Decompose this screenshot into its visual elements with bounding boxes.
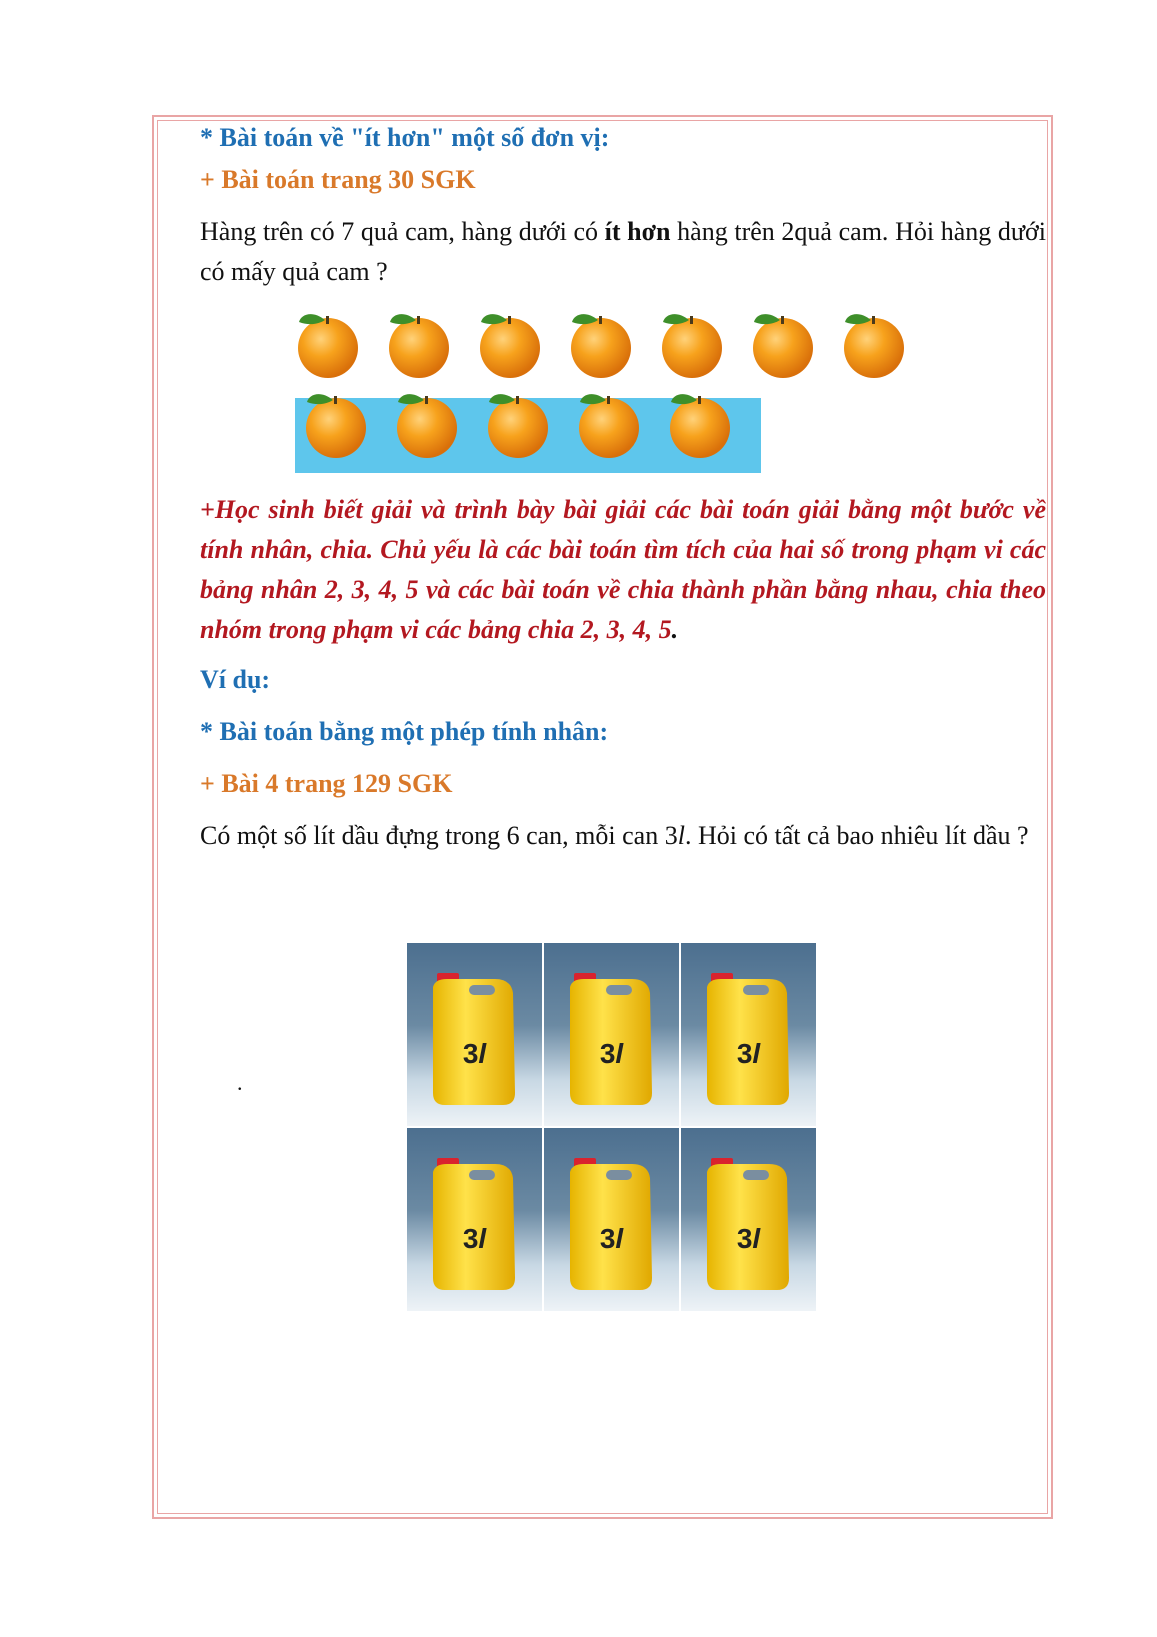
oil-can-label-number: 3 <box>462 1038 479 1069</box>
stray-dot: . <box>237 1070 243 1095</box>
oil-can-label-number: 3 <box>599 1223 616 1254</box>
orange-top-row <box>659 308 725 374</box>
oil-can-label-unit: l <box>615 1038 624 1069</box>
orange-bottom-row <box>667 388 733 454</box>
oil-can-label <box>407 1223 542 1255</box>
document-content <box>200 118 1046 292</box>
orange-top-row <box>568 308 634 374</box>
example-problem-text <box>200 816 1046 856</box>
example-heading: * Bài toán bằng một phép tính nhân: <box>200 717 609 746</box>
oil-can-label-unit: l <box>615 1223 624 1254</box>
problem-text-part: Hàng trên có 7 quả cam, hàng dưới có <box>200 217 605 246</box>
teaching-note-end: . <box>671 615 679 644</box>
oil-can-label <box>407 1038 542 1070</box>
teaching-note <box>200 490 1046 650</box>
oil-can-label <box>544 1223 679 1255</box>
example-label: Ví dụ: <box>200 665 271 694</box>
oil-can-label <box>544 1038 679 1070</box>
section-subheading: + Bài toán trang 30 SGK <box>200 165 476 194</box>
oil-can-tile <box>544 1128 679 1311</box>
note-block <box>200 490 1046 856</box>
example-subheading: + Bài 4 trang 129 SGK <box>200 769 453 798</box>
oil-can-label-unit: l <box>752 1038 761 1069</box>
oil-cans-illustration <box>407 943 819 1313</box>
oil-can-label-number: 3 <box>599 1038 616 1069</box>
oranges-illustration <box>295 320 945 480</box>
orange-bottom-row <box>485 388 551 454</box>
orange-top-row <box>750 308 816 374</box>
oil-can-tile <box>407 1128 542 1311</box>
orange-top-row <box>295 308 361 374</box>
oil-can-label-unit: l <box>478 1038 487 1069</box>
oil-can-tile <box>407 943 542 1126</box>
orange-top-row <box>841 308 907 374</box>
oil-can-label-number: 3 <box>736 1223 753 1254</box>
teaching-note-text: +Học sinh biết giải và trình bày bài giải các bài toán giải bằng một bước về tính nhân, chia. Chủ yếu là các bài toán tìm tích của hai số trong phạm vi các bảng nhân 2, 3, 4, 5 và các bài toán về chia thành phần bằng nhau, chia theo nhóm trong phạm vi các bảng chia 2, 3, 4, 5 <box>200 495 1046 644</box>
oil-can-tile <box>681 943 816 1126</box>
orange-bottom-row <box>394 388 460 454</box>
example-problem-part: . Hỏi có tất cả bao nhiêu lít dầu ? <box>684 821 1029 850</box>
oil-can-label-unit: l <box>752 1223 761 1254</box>
example-problem-part: Có một số lít dầu đựng trong 6 can, mỗi can 3 <box>200 821 678 850</box>
orange-top-row <box>386 308 452 374</box>
oil-can-tile <box>544 943 679 1126</box>
oil-can-label-number: 3 <box>736 1038 753 1069</box>
oil-can-tile <box>681 1128 816 1311</box>
orange-bottom-row <box>576 388 642 454</box>
example-problem-unit: l <box>677 821 685 850</box>
problem-bold: ít hơn <box>604 217 671 246</box>
orange-bottom-row <box>303 388 369 454</box>
problem-text-part: hàng trên 2quả cam. Hỏi hàng dưới có mấy quả cam ? <box>200 217 1046 286</box>
oil-can-label-unit: l <box>478 1223 487 1254</box>
problem-text <box>200 212 1046 292</box>
section-heading: * Bài toán về "ít hơn" một số đơn vị: <box>200 123 610 152</box>
orange-top-row <box>477 308 543 374</box>
oil-can-label <box>681 1223 816 1255</box>
oil-can-label <box>681 1038 816 1070</box>
oil-can-label-number: 3 <box>462 1223 479 1254</box>
